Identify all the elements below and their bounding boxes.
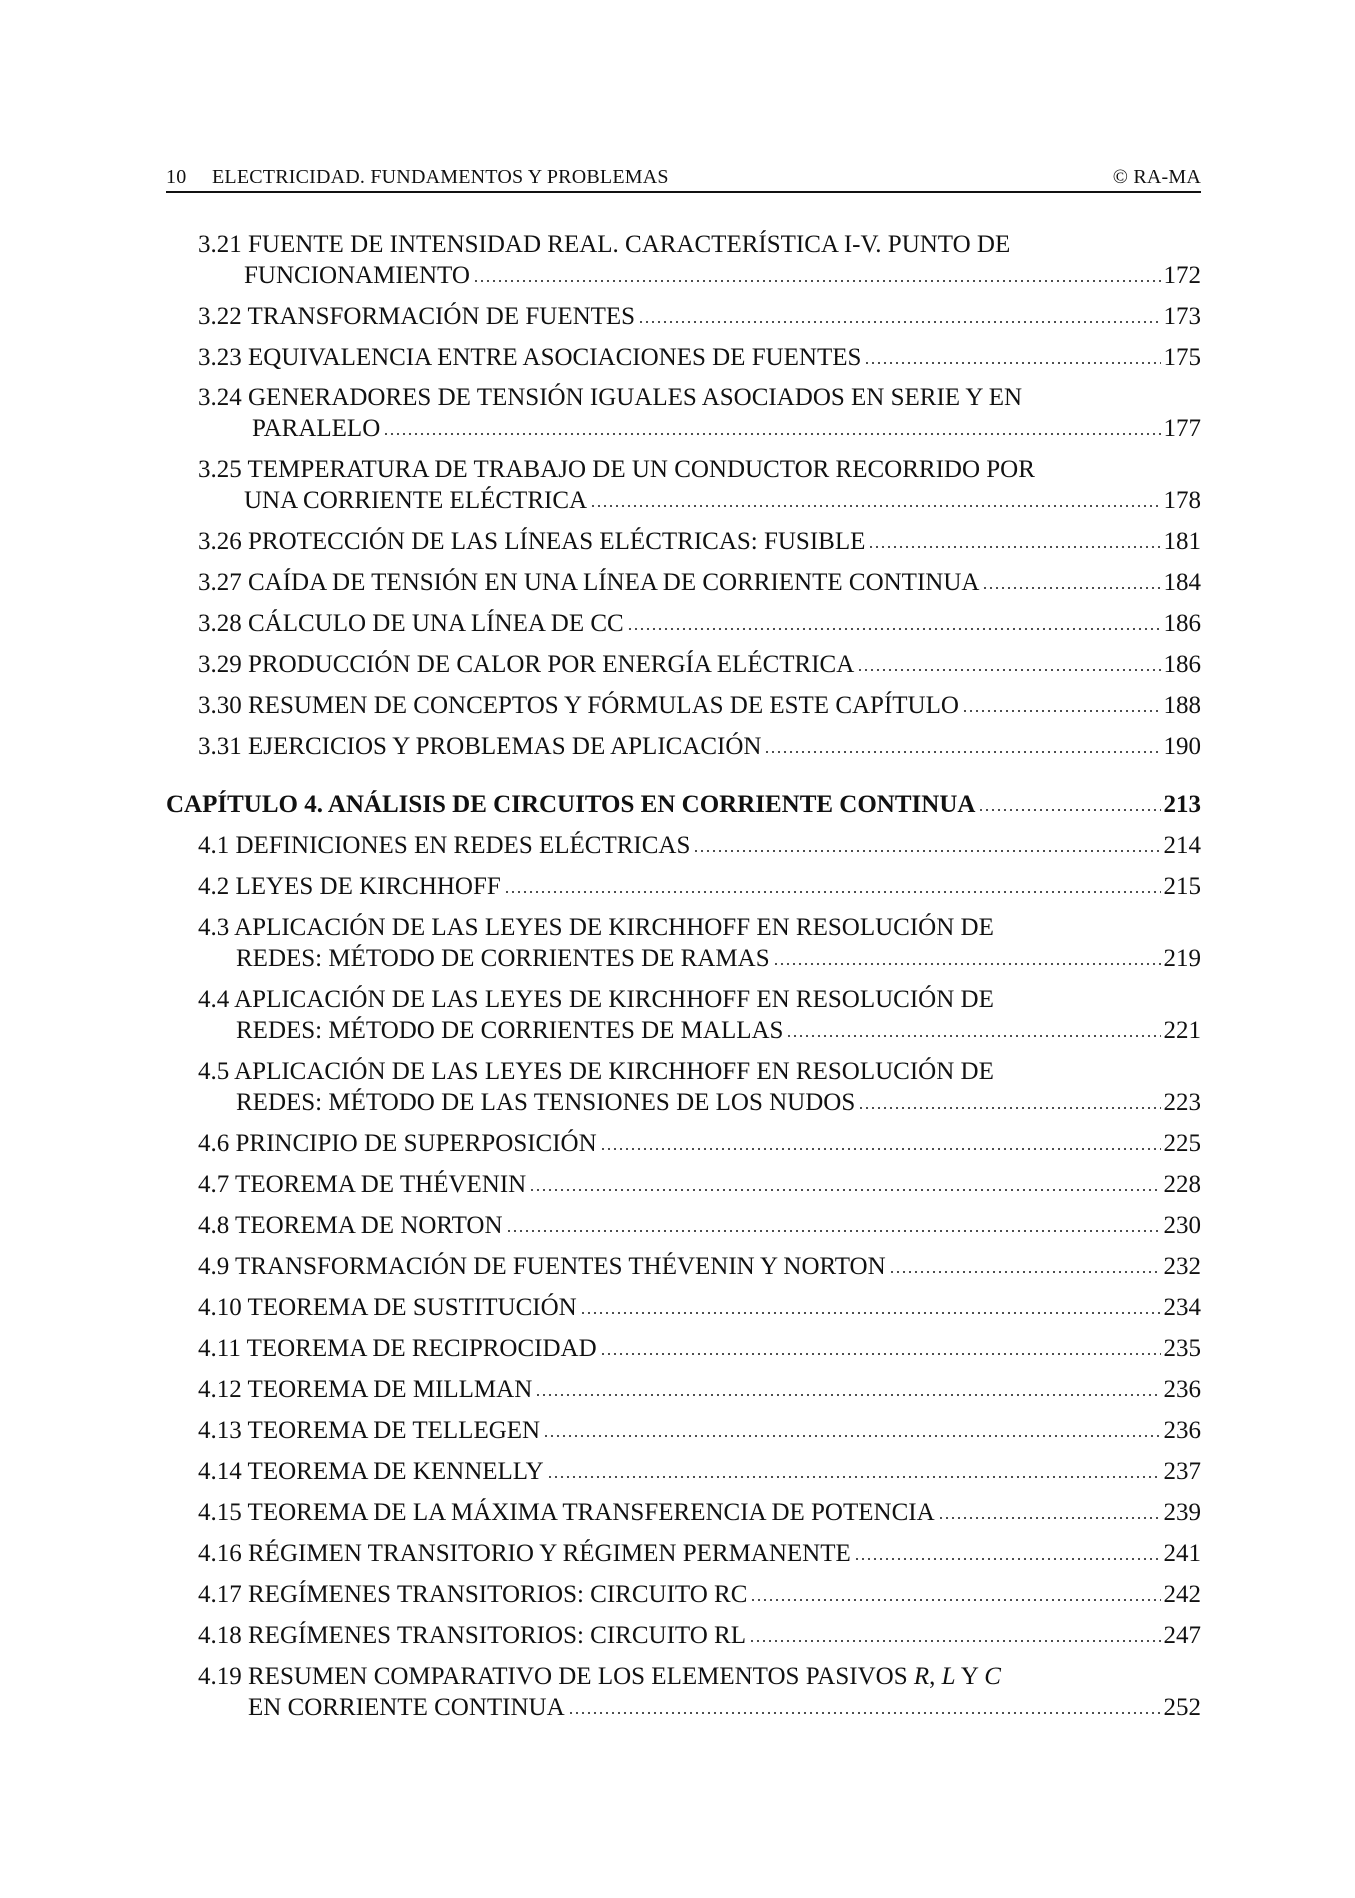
chapter-title: CAPÍTULO 4. ANÁLISIS DE CIRCUITOS EN CORRIENTE CONTINUA xyxy=(166,791,976,818)
toc-page-number: 177 xyxy=(1163,415,1201,442)
toc-page-number: 184 xyxy=(1163,569,1201,596)
toc-entry-title: 4.7 TEOREMA DE THÉVENIN xyxy=(198,1171,527,1198)
toc-entry-4-14[interactable] xyxy=(198,1457,1201,1489)
toc-page-number: 247 xyxy=(1163,1622,1201,1649)
toc-entry-title: 4.13 TEOREMA DE TELLEGEN xyxy=(198,1417,541,1444)
toc-entry-4-1[interactable] xyxy=(198,831,1201,863)
toc-entry-4-16[interactable] xyxy=(198,1539,1201,1571)
toc-page-number: 241 xyxy=(1163,1540,1201,1567)
dot-leader xyxy=(858,1100,1160,1110)
toc-page-number: 219 xyxy=(1163,945,1201,972)
toc-page-number: 175 xyxy=(1163,344,1201,371)
toc-page-number: 228 xyxy=(1163,1171,1201,1198)
toc-entry-title: 4.8 TEOREMA DE NORTON xyxy=(198,1212,503,1239)
toc-entry-title: 4.2 LEYES DE KIRCHHOFF xyxy=(198,873,501,900)
toc-page-number: 186 xyxy=(1163,610,1201,637)
dot-leader xyxy=(962,703,1161,713)
toc-entry-title: 4.19 RESUMEN COMPARATIVO DE LOS ELEMENTOS PASIVOS xyxy=(198,1663,914,1690)
toc-entry-4-2[interactable] xyxy=(198,872,1201,904)
toc-entry-4-9[interactable] xyxy=(198,1252,1201,1284)
dot-leader xyxy=(506,1223,1161,1233)
toc-entry-title: FUNCIONAMIENTO xyxy=(244,262,470,289)
toc-entry-4-13[interactable] xyxy=(198,1416,1201,1448)
toc-entry-3-22[interactable] xyxy=(198,302,1201,334)
toc-page-number: 236 xyxy=(1163,1376,1201,1403)
toc-entry-4-12[interactable] xyxy=(198,1375,1201,1407)
toc-page-number: 223 xyxy=(1163,1089,1201,1116)
toc-page-number: 242 xyxy=(1163,1581,1201,1608)
dot-leader xyxy=(627,621,1161,631)
toc-page-number: 237 xyxy=(1163,1458,1201,1485)
dot-leader xyxy=(590,498,1160,508)
toc-entry-title: 4.10 TEOREMA DE SUSTITUCIÓN xyxy=(198,1294,577,1321)
toc-page-number: 173 xyxy=(1163,303,1201,330)
toc-page-number: 172 xyxy=(1163,262,1201,289)
dot-leader xyxy=(473,273,1161,283)
toc-page-number: 181 xyxy=(1163,528,1201,555)
toc-entry-3-30[interactable] xyxy=(198,691,1201,723)
toc-entry-3-29[interactable] xyxy=(198,650,1201,682)
toc-entry-3-25-line1[interactable]: 3.25 TEMPERATURA DE TRABAJO DE UN CONDUCTOR RECORRIDO POR xyxy=(198,456,1035,483)
toc-entry-4-17[interactable] xyxy=(198,1580,1201,1612)
toc-entry-4-5[interactable] xyxy=(236,1088,1201,1120)
toc-entry-3-27[interactable] xyxy=(198,568,1201,600)
toc-entry-title: 4.16 RÉGIMEN TRANSITORIO Y RÉGIMEN PERMANENTE xyxy=(198,1540,851,1567)
toc-entry-title: 4.18 REGÍMENES TRANSITORIOS: CIRCUITO RL xyxy=(198,1622,746,1649)
separator: , xyxy=(929,1663,942,1690)
dot-leader xyxy=(889,1264,1161,1274)
toc-page-number: 190 xyxy=(1163,733,1201,760)
dot-leader xyxy=(857,662,1160,672)
toc-page-number: 213 xyxy=(1163,791,1201,818)
toc-entry-title: 3.29 PRODUCCIÓN DE CALOR POR ENERGÍA ELÉCTRICA xyxy=(198,651,855,678)
variable-r: R xyxy=(913,1663,930,1690)
variable-l: L xyxy=(941,1663,956,1690)
toc-entry-title: REDES: MÉTODO DE CORRIENTES DE RAMAS xyxy=(236,945,770,972)
toc-entry-title: 4.9 TRANSFORMACIÓN DE FUENTES THÉVENIN Y NORTON xyxy=(198,1253,886,1280)
toc-entry-title: 3.22 TRANSFORMACIÓN DE FUENTES xyxy=(198,303,636,330)
dot-leader xyxy=(982,580,1160,590)
toc-entry-title: PARALELO xyxy=(252,415,381,442)
dot-leader xyxy=(529,1182,1160,1192)
toc-entry-title: 3.27 CAÍDA DE TENSIÓN EN UNA LÍNEA DE CORRIENTE CONTINUA xyxy=(198,569,980,596)
toc-entry-4-5-line1[interactable]: 4.5 APLICACIÓN DE LAS LEYES DE KIRCHHOFF EN RESOLUCIÓN DE xyxy=(198,1058,994,1085)
toc-entry-4-3-line1[interactable]: 4.3 APLICACIÓN DE LAS LEYES DE KIRCHHOFF EN RESOLUCIÓN DE xyxy=(198,914,994,941)
toc-entry-3-21[interactable] xyxy=(244,261,1201,293)
dot-leader xyxy=(764,744,1160,754)
toc-page-number: 234 xyxy=(1163,1294,1201,1321)
toc-entry-title: EN CORRIENTE CONTINUA xyxy=(248,1694,565,1721)
toc-entry-3-25[interactable] xyxy=(244,486,1201,518)
toc-entry-3-23[interactable] xyxy=(198,343,1201,375)
dot-leader xyxy=(568,1705,1161,1715)
toc-entry-4-10[interactable] xyxy=(198,1293,1201,1325)
toc-entry-title: 3.26 PROTECCIÓN DE LAS LÍNEAS ELÉCTRICAS: FUSIBLE xyxy=(198,528,866,555)
toc-page-number: 232 xyxy=(1163,1253,1201,1280)
copyright-notice: © RA-MA xyxy=(1112,166,1201,188)
dot-leader xyxy=(854,1551,1161,1561)
toc-entry-title: 4.15 TEOREMA DE LA MÁXIMA TRANSFERENCIA DE POTENCIA xyxy=(198,1499,935,1526)
book-title: ELECTRICIDAD. FUNDAMENTOS Y PROBLEMAS xyxy=(212,166,669,188)
toc-entry-3-26[interactable] xyxy=(198,527,1201,559)
toc-entry-4-11[interactable] xyxy=(198,1334,1201,1366)
toc-entry-4-19-line1[interactable] xyxy=(198,1662,1001,1694)
toc-entry-title: 4.6 PRINCIPIO DE SUPERPOSICIÓN xyxy=(198,1130,597,1157)
toc-entry-3-31[interactable] xyxy=(198,732,1201,764)
toc-entry-title: REDES: MÉTODO DE LAS TENSIONES DE LOS NUDOS xyxy=(236,1089,856,1116)
dot-leader xyxy=(580,1305,1161,1315)
dot-leader xyxy=(750,1592,1160,1602)
dot-leader xyxy=(938,1510,1161,1520)
toc-entry-title: 3.30 RESUMEN DE CONCEPTOS Y FÓRMULAS DE ESTE CAPÍTULO xyxy=(198,692,959,719)
toc-entry-title: 4.17 REGÍMENES TRANSITORIOS: CIRCUITO RC xyxy=(198,1581,748,1608)
toc-entry-title: 4.11 TEOREMA DE RECIPROCIDAD xyxy=(198,1335,597,1362)
toc-page-number: 221 xyxy=(1163,1017,1201,1044)
toc-entry-3-21-line1[interactable]: 3.21 FUENTE DE INTENSIDAD REAL. CARACTERÍSTICA I-V. PUNTO DE xyxy=(198,231,1011,258)
dot-leader xyxy=(600,1346,1161,1356)
toc-page-number: 235 xyxy=(1163,1335,1201,1362)
toc-entry-title: 4.14 TEOREMA DE KENNELLY xyxy=(198,1458,544,1485)
dot-leader xyxy=(600,1141,1161,1151)
toc-page-number: 225 xyxy=(1163,1130,1201,1157)
page-number: 10 xyxy=(166,166,187,188)
toc-entry-4-18[interactable] xyxy=(198,1621,1201,1653)
toc-page-number: 188 xyxy=(1163,692,1201,719)
toc-page-number: 215 xyxy=(1163,873,1201,900)
toc-entry-4-4[interactable] xyxy=(236,1016,1201,1048)
toc-entry-title: 3.23 EQUIVALENCIA ENTRE ASOCIACIONES DE FUENTES xyxy=(198,344,862,371)
dot-leader xyxy=(693,843,1160,853)
toc-page-number: 252 xyxy=(1163,1694,1201,1721)
dot-leader xyxy=(864,355,1160,365)
toc-entry-4-19[interactable] xyxy=(248,1693,1201,1725)
toc-page-number: 214 xyxy=(1163,832,1201,859)
toc-entry-4-4-line1[interactable]: 4.4 APLICACIÓN DE LAS LEYES DE KIRCHHOFF EN RESOLUCIÓN DE xyxy=(198,986,994,1013)
dot-leader xyxy=(978,802,1160,812)
toc-chapter-4[interactable] xyxy=(166,790,1201,822)
dot-leader xyxy=(535,1387,1160,1397)
toc-entry-4-8[interactable] xyxy=(198,1211,1201,1243)
toc-entry-title: UNA CORRIENTE ELÉCTRICA xyxy=(244,487,588,514)
toc-entry-4-3[interactable] xyxy=(236,944,1201,976)
toc-entry-title: 4.12 TEOREMA DE MILLMAN xyxy=(198,1376,533,1403)
toc-page-number: 178 xyxy=(1163,487,1201,514)
toc-entry-title: 3.28 CÁLCULO DE UNA LÍNEA DE CC xyxy=(198,610,624,637)
toc-entry-title: REDES: MÉTODO DE CORRIENTES DE MALLAS xyxy=(236,1017,784,1044)
toc-entry-4-15[interactable] xyxy=(198,1498,1201,1530)
toc-entry-4-6[interactable] xyxy=(198,1129,1201,1161)
toc-entry-3-24-line1[interactable]: 3.24 GENERADORES DE TENSIÓN IGUALES ASOCIADOS EN SERIE Y EN xyxy=(198,384,1023,411)
separator: Y xyxy=(955,1663,985,1690)
dot-leader xyxy=(543,1428,1160,1438)
dot-leader xyxy=(504,884,1161,894)
dot-leader xyxy=(638,314,1160,324)
dot-leader xyxy=(786,1028,1160,1038)
dot-leader xyxy=(383,426,1160,436)
dot-leader xyxy=(868,539,1160,549)
variable-c: C xyxy=(984,1663,1001,1690)
toc-entry-title: 3.31 EJERCICIOS Y PROBLEMAS DE APLICACIÓN xyxy=(198,733,762,760)
toc-page-number: 239 xyxy=(1163,1499,1201,1526)
toc-page-number: 186 xyxy=(1163,651,1201,678)
dot-leader xyxy=(547,1469,1161,1479)
toc-entry-4-7[interactable] xyxy=(198,1170,1201,1202)
toc-entry-3-24[interactable] xyxy=(252,414,1201,446)
dot-leader xyxy=(749,1633,1161,1643)
toc-page-number: 236 xyxy=(1163,1417,1201,1444)
toc-entry-3-28[interactable] xyxy=(198,609,1201,641)
dot-leader xyxy=(773,956,1161,966)
toc-entry-title: 4.1 DEFINICIONES EN REDES ELÉCTRICAS xyxy=(198,832,691,859)
toc-page-number: 230 xyxy=(1163,1212,1201,1239)
